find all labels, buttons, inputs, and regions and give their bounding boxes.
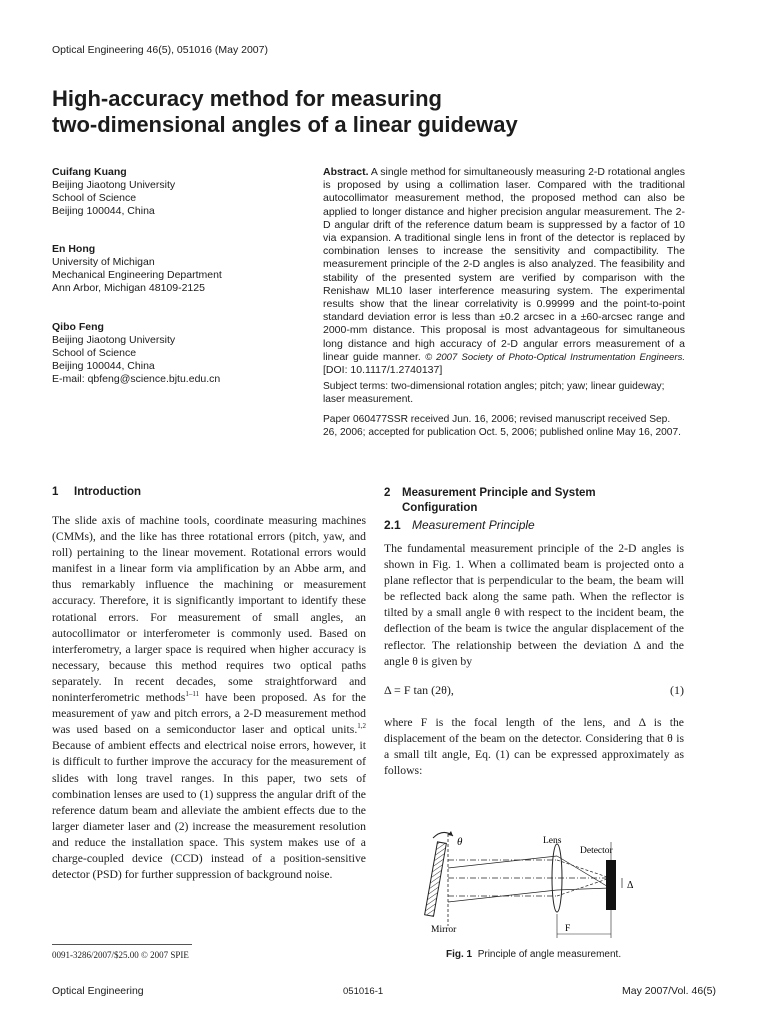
paper-history: Paper 060477SSR received Jun. 16, 2006; revised manuscript received Sep. 26, 2006; accepted for publication Oct. 5, 2006; published online May 16, 2007. <box>323 414 681 438</box>
mirror-label: Mirror <box>431 925 457 935</box>
journal-reference: Optical Engineering 46(5), 051016 (May 2007) <box>52 44 268 56</box>
author-block-1 <box>52 166 292 218</box>
affiliation-line: School of Science <box>52 192 137 204</box>
footnote: 0091-3286/2007/$25.00 © 2007 SPIE <box>52 950 189 960</box>
figure-1-diagram <box>415 826 655 941</box>
subsection-heading <box>384 518 535 532</box>
section-1-heading <box>52 486 141 498</box>
figure-caption <box>446 949 621 960</box>
section-2-heading <box>384 486 684 516</box>
subsection-number: 2.1 <box>384 518 401 532</box>
affiliation-line: Beijing 100044, China <box>52 360 155 372</box>
author-email[interactable]: E-mail: qbfeng@science.bjtu.edu.cn <box>52 373 221 385</box>
affiliation-line: Beijing 100044, China <box>52 205 155 217</box>
author-block-3 <box>52 321 292 386</box>
abstract <box>323 166 685 377</box>
author-name: En Hong <box>52 243 96 255</box>
intro-text: Because of ambient effects and electrical noise errors, however, it is difficult to further improve the accuracy for the measurement of slides with long travel ranges. In this paper, two sets of combination lenses are used to (1) suppress the angular drift of the reference datum beam and alleviate the ambient effects due to the larger diameter laser and (2) increase the measurement resolution and reduce the installation space. This system makes use of a charge-coupled device (CCD) instead of a position-sensitive detector (PSD) for further suppression of background noise. <box>52 739 366 882</box>
equation-1 <box>384 683 684 698</box>
reference-ray <box>557 878 610 896</box>
detector-label: Detector <box>580 846 613 856</box>
citation-ref[interactable]: 1,2 <box>357 722 366 731</box>
footnote-divider <box>52 944 192 945</box>
affiliation-line: University of Michigan <box>52 256 155 268</box>
affiliation-line: Beijing Jiaotong University <box>52 334 176 346</box>
author-name: Qibo Feng <box>52 321 104 333</box>
affiliation-line: Mechanical Engineering Department <box>52 269 222 281</box>
principle-paragraph-2: where F is the focal length of the lens, and Δ is the displacement of the beam on the detector. Considering that θ is a small tilt angle, Eq. (1) can be expressed approximately as follows: <box>384 716 684 778</box>
affiliation-line: School of Science <box>52 347 137 359</box>
theta-label: θ <box>457 836 463 848</box>
abstract-society: Society of Photo-Optical Instrumentation Engineers. <box>461 351 685 363</box>
footer-page-number: 051016-1 <box>343 986 384 997</box>
author-block-2 <box>52 243 292 295</box>
intro-text: The slide axis of machine tools, coordinate measuring machines (CMMs), and the like has three rotational errors (pitch, yaw, and roll) pertaining to the linear movement. Rotational errors would manifest in a linear form via amplification by an Abbe arm, and thus remarkably influence the machining or measurement accuracy. Therefore, it is significantly important to identify these rotational errors. For measurement of small angles, an autocollimator or interferometer is commonly used. Based on interferometry, a larger space is required when higher accuracy is necessary, because this method requires two optical paths separately. In recent decades, some straightforward and noninterferometric methods <box>52 514 366 705</box>
reference-ray <box>557 860 610 878</box>
subject-terms: Subject terms: two-dimensional rotation angles; pitch; yaw; linear guideway; laser measurement. <box>323 381 665 405</box>
intro-text: have been proposed. As for the measurement of yaw and pitch errors, a 2-D measurement method was used based on a semiconductor laser and optical units. <box>52 691 366 737</box>
principle-paragraph-1: The fundamental measurement principle of the 2-D angles is shown in Fig. 1. When a collimated beam is projected onto a plane reflector that is perpendicular to the beam, the beam will be reflected back along the same path. When the reflector is tilted by a small angle θ with respect to the incident beam, the deflection of the beam is twice the angular displacement of the reflector. The relationship between the deviation Δ and the angle θ is given by <box>384 542 684 668</box>
detector-shape <box>606 860 616 910</box>
deflected-beam-upper <box>448 856 557 868</box>
section-title-cont: Configuration <box>402 502 478 514</box>
abstract-text: A single method for simultaneously measuring 2-D rotational angles is proposed by using a collimation laser. Compared with the traditional autocollimator measurement method, the proposed method can also be applied to longer distance and higher precision angular measurement. The 2-D angular drift of the reference datum beam is suppressed by a factor of 10 via expansion. A traditional single lens in front of the detector is replaced by combination lenses to increase the sensitivity and compactibility. The measurement principle of the 2-D angles is also analyzed. The feasibility and stability of the presented system are verified by comparison with the Renishaw ML10 laser interference measuring system. The experimental results show that the linear correlativity is 0.99999 and the point-to-point standard deviation error is less than ±0.2 arcsec in a ±60-arcsec range and 2000-mm distance. This proposal is most advantageous for simultaneous long distance and high accuracy of 2-D angular errors measurement of a linear guide manner. <box>323 166 685 363</box>
section-number: 1 <box>52 486 59 498</box>
delta-label: Δ <box>627 880 634 891</box>
figure-caption-text: Principle of angle measurement. <box>477 949 622 960</box>
equation-body: Δ = F tan (2θ), <box>384 683 454 697</box>
affiliation-line: Ann Arbor, Michigan 48109-2125 <box>52 282 205 294</box>
equation-number: (1) <box>670 683 684 697</box>
subsection-title: Measurement Principle <box>412 518 535 532</box>
abstract-doi[interactable]: [DOI: 10.1117/1.2740137] <box>323 364 443 377</box>
section-title: Measurement Principle and System <box>402 487 596 499</box>
introduction-paragraph <box>52 513 366 883</box>
converging-ray <box>557 856 610 888</box>
focal-label: F <box>565 924 571 934</box>
section-title: Introduction <box>74 486 142 498</box>
figure-label: Fig. 1 <box>446 949 473 960</box>
abstract-copyright: © 2007 <box>425 351 458 363</box>
affiliation-line: Beijing Jiaotong University <box>52 179 176 191</box>
footer-journal: Optical Engineering <box>52 985 144 997</box>
title-line-1: High-accuracy method for measuring <box>52 86 442 111</box>
mirror-shape <box>425 842 447 916</box>
citation-ref[interactable]: 1–11 <box>185 690 200 699</box>
abstract-label: Abstract. <box>323 166 369 178</box>
title-line-2: two-dimensional angles of a linear guideway <box>52 112 518 137</box>
author-name: Cuifang Kuang <box>52 166 127 178</box>
footer-issue: May 2007/Vol. 46(5) <box>622 985 716 997</box>
paper-title <box>52 86 652 138</box>
section-number: 2 <box>384 487 391 499</box>
lens-label: Lens <box>543 836 562 846</box>
converging-ray <box>557 888 610 890</box>
